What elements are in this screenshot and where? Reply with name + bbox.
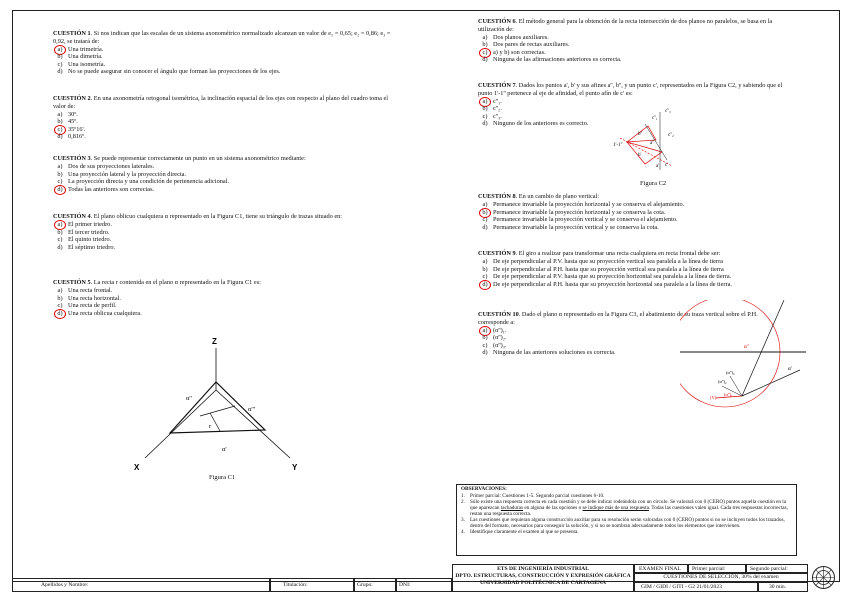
option-b[interactable] [478, 41, 783, 49]
question-stem [53, 213, 393, 221]
option-text: (α'')₁. [493, 326, 507, 334]
question-label: CUESTIÓN 8 [478, 193, 516, 200]
option-letter: a) [57, 287, 63, 295]
triangle-original [627, 142, 662, 164]
option-letter: c) [57, 302, 63, 310]
school-name: ETS DE INGENIERÍA INDUSTRIAL [497, 566, 589, 572]
duration-cell [758, 582, 808, 592]
university-name: UNIVERSIDAD POLITÉCNICA DE CARTAGENA [479, 580, 607, 586]
option-b-selected[interactable] [478, 209, 783, 217]
question-left-3 [53, 155, 393, 193]
degree-label: Titulación: [283, 582, 308, 588]
question-stem [53, 30, 393, 45]
question-label: CUESTIÓN 6 [478, 18, 516, 25]
option-a[interactable] [478, 34, 783, 42]
option-letter: a) [482, 201, 488, 209]
figure-c1 [120, 330, 320, 480]
question-label: CUESTIÓN 7 [478, 82, 516, 89]
c1-prime-label: c' [665, 163, 669, 168]
option-letter: a) [482, 258, 488, 266]
option-text: Dos planos auxiliares. [493, 33, 549, 41]
option-text: Una recta oblicua cualquiera. [68, 309, 142, 317]
figure-c2 [612, 104, 692, 182]
option-letter: c) [482, 48, 488, 56]
observations-title: OBSERVACIONES: [461, 486, 507, 492]
option-text: Dos pares de rectas auxiliares. [493, 41, 570, 49]
question-text: . Si nos indican que las escalas de un sistema axonométrico normalizado alcanzan un valor de e₁ = 0,65; e₂ = 0,86; e₃ = 0,92, se tratará de: [53, 30, 391, 45]
option-text: Permanece invariable la proyección horizontal y se conserva la cota. [493, 208, 666, 216]
option-text: De eje perpendicular al P.H. hasta que su proyección horizontal sea paralela a la línea de tierra. [493, 280, 732, 288]
option-letter: b) [482, 265, 488, 273]
option-b[interactable] [53, 229, 393, 237]
option-b[interactable] [53, 53, 393, 61]
question-text: . Dado el plano α representado en la Figura C3, el abatimiento de su traza vertical sobre el P.H. corresponde a: [478, 311, 758, 326]
option-letter: b) [482, 105, 488, 113]
trace-p-label: α''' [248, 406, 255, 413]
option-letter: b) [482, 41, 488, 49]
question-label: CUESTIÓN 5 [53, 279, 91, 286]
option-c[interactable] [53, 236, 393, 244]
question-label: CUESTIÓN 3 [53, 155, 91, 162]
option-text: 35º16'. [68, 125, 86, 133]
affinity-axis [620, 138, 672, 166]
option-letter: b) [482, 334, 488, 342]
option-c[interactable] [53, 302, 393, 310]
option-a[interactable] [53, 287, 393, 295]
abat-2-label: (α'')₂ [718, 379, 727, 384]
obs-item-3: 3. Las cuestiones que requieran alguna construcción auxiliar para su resolución serán valoradas con 0 (CERO) puntos si no se incluyen todos los trazados, dentro del formato, necesarios para conseguir la solución, y si no se nombran adecuadamente todos los elementos que intervienen. [461, 516, 785, 529]
obs-item-1: 1. Primer parcial: Cuestiones 1-5. Segundo parcial cuestiones 6-10. [461, 492, 605, 499]
option-letter: d) [482, 56, 488, 64]
option-text: Ninguna de las afirmaciones anteriores es correcta. [493, 56, 622, 64]
option-letter: a) [57, 110, 63, 118]
option-letter: d) [482, 280, 488, 288]
axis-y-label: Y [292, 463, 298, 472]
option-letter: d) [57, 133, 63, 141]
section-title: CUESTIONES DE SELECCIÓN, 30% del examen [663, 574, 779, 580]
axis-x-label: X [134, 463, 140, 472]
option-text: a) y b) son correctas. [493, 48, 546, 56]
question-stem [478, 82, 783, 97]
trace-horizontal [742, 370, 800, 396]
school-block [452, 564, 634, 592]
option-letter: c) [482, 341, 488, 349]
option-b[interactable] [53, 118, 393, 126]
option-letter: d) [57, 185, 63, 193]
option-text: Permanece invariable la proyección vertical y se conserva el alejamiento. [493, 216, 678, 224]
option-letter: d) [482, 223, 488, 231]
option-d-selected[interactable] [53, 186, 393, 194]
option-a[interactable] [478, 201, 783, 209]
question-label: CUESTIÓN 9 [478, 250, 516, 257]
question-stem [53, 155, 393, 163]
question-text: . El giro a realizar para transformar una recta cualquiera en recta frontal debe ser: [515, 250, 721, 257]
option-letter: c) [482, 216, 488, 224]
c2-label: c''₂ [668, 133, 674, 138]
option-d[interactable] [53, 133, 393, 141]
first-partial-cell[interactable] [688, 564, 746, 573]
second-partial-cell[interactable] [746, 564, 808, 573]
option-text: 0,816º. [68, 133, 86, 141]
c3-label: c''₃ [665, 109, 671, 114]
course-cell [634, 582, 758, 592]
question-left-4 [53, 213, 393, 251]
obs-item-2: 2. Sólo existe una respuesta correcta en cada cuestión y se debe indicar rodeándola con un círculo. Se valorará con 0 (CERO) puntos aquella cuestión en la que aparezcan tachaduras en alguna de las opciones o se indique más de una respuesta. Todas las cuestiones valen igual. Cada tres respuestas incorrectas, restan una respuesta correcta. [461, 498, 788, 517]
question-label: CUESTIÓN 1 [53, 30, 91, 37]
option-letter: c) [57, 178, 63, 186]
figure-c3 [680, 300, 810, 412]
group-label: Grupo: [357, 582, 373, 588]
option-letter: d) [57, 243, 63, 251]
option-text: c''₂. [493, 105, 502, 113]
option-letter: d) [482, 120, 488, 128]
degree-field[interactable] [270, 578, 354, 592]
option-text: De eje perpendicular al P.V. hasta que su proyección vertical sea paralela a la línea de tierra [493, 258, 723, 266]
question-left-5 [53, 279, 393, 317]
option-letter: c) [57, 236, 63, 244]
c1-label: c''₁ [652, 116, 658, 121]
option-c[interactable] [53, 178, 393, 186]
option-text: Una dimetría. [68, 53, 103, 61]
a1-label: a' [656, 164, 660, 169]
b2-label: b'' [638, 132, 643, 137]
option-letter: c) [482, 112, 488, 120]
b1-label: b' [638, 153, 642, 158]
v-label: (V) [710, 395, 717, 400]
option-text: Una proyección lateral y la proyección directa. [68, 170, 187, 178]
abat-3-label: (α'')₃ [726, 370, 735, 375]
first-partial-label: Primer parcial: [692, 566, 726, 572]
option-letter: a) [482, 326, 488, 334]
question-stem [53, 279, 393, 287]
option-text: 45º. [68, 118, 78, 126]
course-label: GIM / GIDI / GITI - G2 21/01/2023 [641, 584, 722, 590]
question-text: . En una axonometría ortogonal isométrica, la inclinación espacial de los ejes con respecto al plano del cuadro toma el valor de: [53, 95, 389, 110]
option-letter: d) [482, 349, 488, 357]
exam-type-cell [634, 564, 688, 573]
option-text: De eje perpendicular al P.V. hasta que su proyección horizontal sea paralela a la línea de tierra. [493, 273, 732, 281]
a2-label: a'' [650, 141, 655, 146]
id-field[interactable] [396, 578, 452, 592]
group-field[interactable] [354, 578, 396, 592]
option-text: El séptimo triedro. [68, 243, 116, 251]
option-text: 30º. [68, 110, 78, 118]
option-text: (α'')₂. [493, 334, 507, 342]
option-c-selected[interactable] [478, 49, 783, 57]
option-text: (α'')₃. [493, 341, 507, 349]
figure-c1-caption: Figura C1 [209, 474, 236, 481]
question-stem [478, 193, 783, 201]
option-text: El tercer triedro. [68, 228, 110, 236]
axis-z-label: Z [212, 337, 217, 346]
obs-item-4: 4. Identifique claramente el examen al que se presenta. [461, 528, 579, 535]
option-a[interactable] [478, 258, 783, 266]
option-letter: a) [57, 45, 63, 53]
option-text: Una trimetría. [68, 45, 104, 53]
option-c[interactable] [478, 216, 783, 224]
option-text: La proyección directa y una condición de pertenencia adicional. [68, 178, 230, 186]
question-text: . Dados los puntos a', b' y sus afines a'', b'', y un punto c', representados en la Figura C2, y sabiendo que el punto 1'-1'' pertenece al eje de afinidad, el punto afín de c' es: [478, 82, 783, 97]
option-text: El primer triedro. [68, 221, 112, 229]
line-r-proj [210, 413, 220, 431]
option-letter: c) [57, 60, 63, 68]
option-letter: d) [57, 309, 63, 317]
option-d[interactable] [478, 224, 783, 232]
option-letter: a) [57, 163, 63, 171]
trace-h-c3: α' [788, 366, 792, 372]
question-stem [53, 95, 393, 110]
option-letter: c) [57, 125, 63, 133]
trace-h-label: α' [222, 446, 227, 453]
option-a[interactable] [53, 163, 393, 171]
option-text: Una recta de perfil. [68, 302, 117, 310]
option-letter: a) [57, 221, 63, 229]
option-text: Ninguna de las anteriores soluciones es correcta. [493, 349, 616, 357]
option-letter: d) [57, 68, 63, 76]
c-line [645, 124, 667, 160]
question-right-1 [478, 18, 783, 64]
section-cell [634, 573, 808, 582]
option-a-selected[interactable] [53, 221, 393, 229]
option-letter: b) [57, 294, 63, 302]
question-text: . En un cambio de plano vertical: [515, 193, 600, 200]
option-letter: a) [482, 97, 488, 105]
option-b[interactable] [478, 266, 783, 274]
question-label: CUESTIÓN 10 [478, 311, 519, 318]
question-label: CUESTIÓN 2 [53, 95, 91, 102]
option-text: El quinto triedro. [68, 236, 112, 244]
option-d[interactable] [53, 244, 393, 252]
option-c[interactable] [53, 61, 393, 69]
option-text: Permanece invariable la proyección vertical y se conserva la cota. [493, 223, 659, 231]
axis-x-line [145, 390, 216, 458]
name-field[interactable] [12, 578, 270, 592]
option-text: No se puede asegurar sin conocer el ángulo que forman las proyecciones de los ejes. [68, 68, 281, 76]
question-left-1 [53, 30, 393, 76]
rotation-circle [680, 300, 780, 407]
axis-y-line [216, 390, 290, 458]
question-text: . El plano oblicuo cualquiera α representado en la Figura C1, tiene su triángulo de trazas situado en: [90, 213, 343, 220]
question-right-4 [478, 250, 783, 288]
option-text: Una isometría. [68, 60, 106, 68]
option-b[interactable] [53, 295, 393, 303]
footer [12, 564, 838, 592]
option-text: c''₁. [493, 97, 502, 105]
name-label: Apellidos y Nombre: [41, 582, 89, 588]
option-letter: c) [482, 273, 488, 281]
question-stem [478, 250, 783, 258]
option-text: Una recta horizontal. [68, 294, 121, 302]
point-1-label: 1'-1'' [613, 143, 623, 148]
trace-v-label: α'' [186, 395, 192, 402]
department-name: DPTO. ESTRUCTURAS, CONSTRUCCIÓN Y EXPRESIÓN GRÁFICA [455, 573, 631, 579]
question-text: . El método general para la obtención de la recta intersección de dos planos no paralelos, se basa en la utilización de: [478, 18, 773, 33]
line-r-label: r [209, 423, 212, 430]
abat-1-label: (α'')₁ [724, 392, 733, 397]
second-partial-label: Segundo parcial: [750, 566, 788, 572]
exam-type: EXAMEN FINAL [639, 566, 681, 572]
observations-box [456, 484, 797, 556]
id-label: DNI: [399, 582, 411, 588]
option-text: De eje perpendicular al P.H. hasta que su proyección vertical sea paralela a la línea de tierra [493, 265, 724, 273]
option-text: Todas las anteriores son correctas. [68, 185, 155, 193]
question-text: . La recta r contenida en el plano α representado en la Figura C1 es: [90, 279, 261, 286]
option-letter: b) [57, 118, 63, 126]
line-r [200, 406, 235, 416]
option-d[interactable] [53, 68, 393, 76]
option-a[interactable] [53, 111, 393, 119]
option-letter: b) [57, 170, 63, 178]
option-text: Permanece invariable la proyección horizontal y se conserva el alejamiento. [493, 201, 685, 209]
option-d-selected[interactable] [478, 281, 783, 289]
question-stem [478, 18, 783, 33]
trace-v-c3: α'' [744, 344, 749, 350]
option-text: Dos de sus proyecciones laterales. [68, 163, 155, 171]
option-c[interactable] [478, 273, 783, 281]
option-letter: b) [482, 208, 488, 216]
option-d-selected[interactable] [53, 310, 393, 318]
question-right-3 [478, 193, 783, 231]
option-letter: a) [482, 33, 488, 41]
option-letter: b) [57, 228, 63, 236]
university-logo [810, 564, 837, 591]
option-c-selected[interactable] [53, 126, 393, 134]
question-label: CUESTIÓN 4 [53, 213, 91, 220]
option-b[interactable] [53, 171, 393, 179]
figure-c2-caption: Figura C2 [640, 180, 667, 187]
option-text: Una recta frontal. [68, 287, 113, 295]
option-text: c''₃. [493, 112, 502, 120]
question-left-2 [53, 95, 393, 141]
option-d[interactable] [478, 56, 783, 64]
option-text: Ninguno de los anteriores es correcto. [493, 120, 589, 128]
option-letter: b) [57, 53, 63, 61]
option-a-selected[interactable] [53, 46, 393, 54]
duration-label: 30 min. [769, 584, 787, 590]
question-text: . Se puede representar correctamente un punto en un sistema axonométrico mediante: [90, 155, 306, 162]
